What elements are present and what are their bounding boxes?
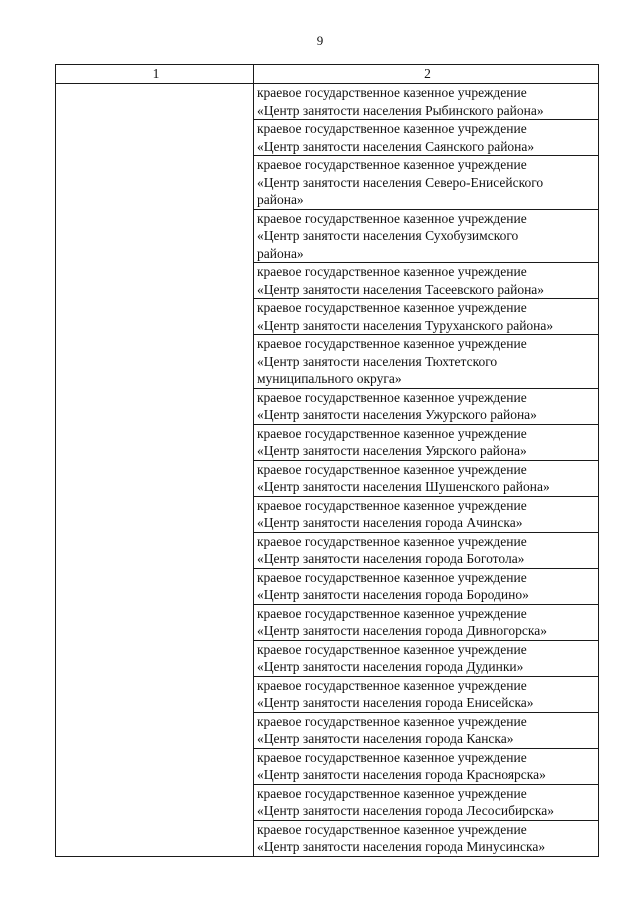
institution-name-line: краевое государственное казенное учреждение	[257, 533, 527, 549]
institution-name-line: «Центр занятости населения города Лесосибирска»	[257, 803, 555, 818]
institution-name-line: «Центр занятости населения города Дудинки»	[257, 659, 524, 674]
institution-name-line: краевое государственное казенное учреждение	[257, 785, 527, 801]
table-header-row	[56, 65, 599, 84]
institution-cell	[254, 84, 599, 120]
institution-name-line: «Центр занятости населения Северо-Енисейского	[257, 174, 544, 190]
institution-name-line: краевое государственное казенное учреждение	[257, 300, 527, 315]
institution-cell	[254, 460, 599, 496]
institution-name-line: «Центр занятости населения города Минусинска»	[257, 839, 546, 854]
institution-name-line: «Центр занятости населения города Красноярска»	[257, 767, 546, 782]
institution-name-line: краевое государственное казенное учреждение	[257, 821, 527, 837]
institution-name-line: «Центр занятости населения Сухобузимского	[257, 228, 519, 243]
page-number: 9	[316, 33, 324, 48]
institution-name-line: «Центр занятости населения города Канска»	[257, 731, 514, 746]
institution-name-line: краевое государственное казенное учреждение	[257, 210, 527, 226]
institution-cell	[254, 604, 599, 640]
institution-name-line: района»	[257, 245, 304, 261]
column-header-1: 1	[56, 65, 254, 84]
table-row	[56, 84, 599, 120]
institution-cell	[254, 640, 599, 676]
institution-cell	[254, 299, 599, 335]
institution-name-line: «Центр занятости населения Шушенского района»	[257, 479, 550, 494]
institution-cell	[254, 568, 599, 604]
institution-name-line: краевое государственное казенное учреждение	[257, 336, 527, 351]
institution-cell	[254, 263, 599, 299]
institution-name-line: краевое государственное казенное учреждение	[257, 497, 527, 513]
institution-name-line: краевое государственное казенное учреждение	[257, 641, 527, 657]
institution-name-line: краевое государственное казенное учреждение	[257, 85, 527, 100]
institution-name-line: «Центр занятости населения города Енисейска»	[257, 695, 534, 710]
institution-cell	[254, 120, 599, 156]
institution-name-line: краевое государственное казенное учреждение	[257, 569, 527, 585]
institution-cell	[254, 424, 599, 460]
institution-cell	[254, 388, 599, 424]
institution-name-line: «Центр занятости населения Тасеевского района»	[257, 281, 545, 297]
institution-name-line: краевое государственное казенное учреждение	[257, 605, 527, 621]
institution-name-line: «Центр занятости населения города Бородино»	[257, 587, 529, 602]
institution-name-line: «Центр занятости населения города Дивногорска»	[257, 623, 547, 638]
institution-name-line: краевое государственное казенное учреждение	[257, 389, 527, 405]
institution-cell	[254, 820, 599, 856]
institution-name-line: «Центр занятости населения города Боготола»	[257, 551, 525, 566]
institution-name-line: «Центр занятости населения Туруханского района»	[257, 317, 554, 333]
institution-name-line: краевое государственное казенное учреждение	[257, 121, 527, 136]
institutions-table	[55, 64, 599, 857]
institution-name-line: краевое государственное казенное учреждение	[257, 157, 527, 172]
institution-cell	[254, 676, 599, 712]
institution-name-line: «Центр занятости населения Тюхтетского	[257, 353, 498, 369]
institution-name-line: краевое государственное казенное учреждение	[257, 264, 527, 279]
institution-name-line: муниципального округа»	[257, 371, 402, 386]
column-1-cell	[56, 84, 254, 857]
institution-cell	[254, 209, 599, 263]
institution-cell	[254, 496, 599, 532]
institution-name-line: «Центр занятости населения Уярского района»	[257, 443, 527, 458]
institution-name-line: краевое государственное казенное учреждение	[257, 425, 527, 441]
column-header-2: 2	[254, 65, 599, 84]
institution-cell	[254, 712, 599, 748]
table-body	[56, 84, 599, 857]
institution-name-line: района»	[257, 192, 304, 207]
institution-cell	[254, 156, 599, 210]
institution-name-line: «Центр занятости населения города Ачинска»	[257, 515, 523, 530]
institution-name-line: «Центр занятости населения Рыбинского района»	[257, 102, 544, 118]
institution-cell	[254, 532, 599, 568]
institution-name-line: краевое государственное казенное учреждение	[257, 461, 527, 477]
institution-cell	[254, 335, 599, 389]
institution-name-line: краевое государственное казенное учреждение	[257, 749, 527, 765]
institution-name-line: «Центр занятости населения Ужурского района»	[257, 407, 537, 422]
institution-name-line: краевое государственное казенное учреждение	[257, 713, 527, 729]
institution-name-line: краевое государственное казенное учреждение	[257, 677, 527, 693]
institution-name-line: «Центр занятости населения Саянского района»	[257, 138, 535, 154]
institution-cell	[254, 748, 599, 784]
institution-cell	[254, 784, 599, 820]
